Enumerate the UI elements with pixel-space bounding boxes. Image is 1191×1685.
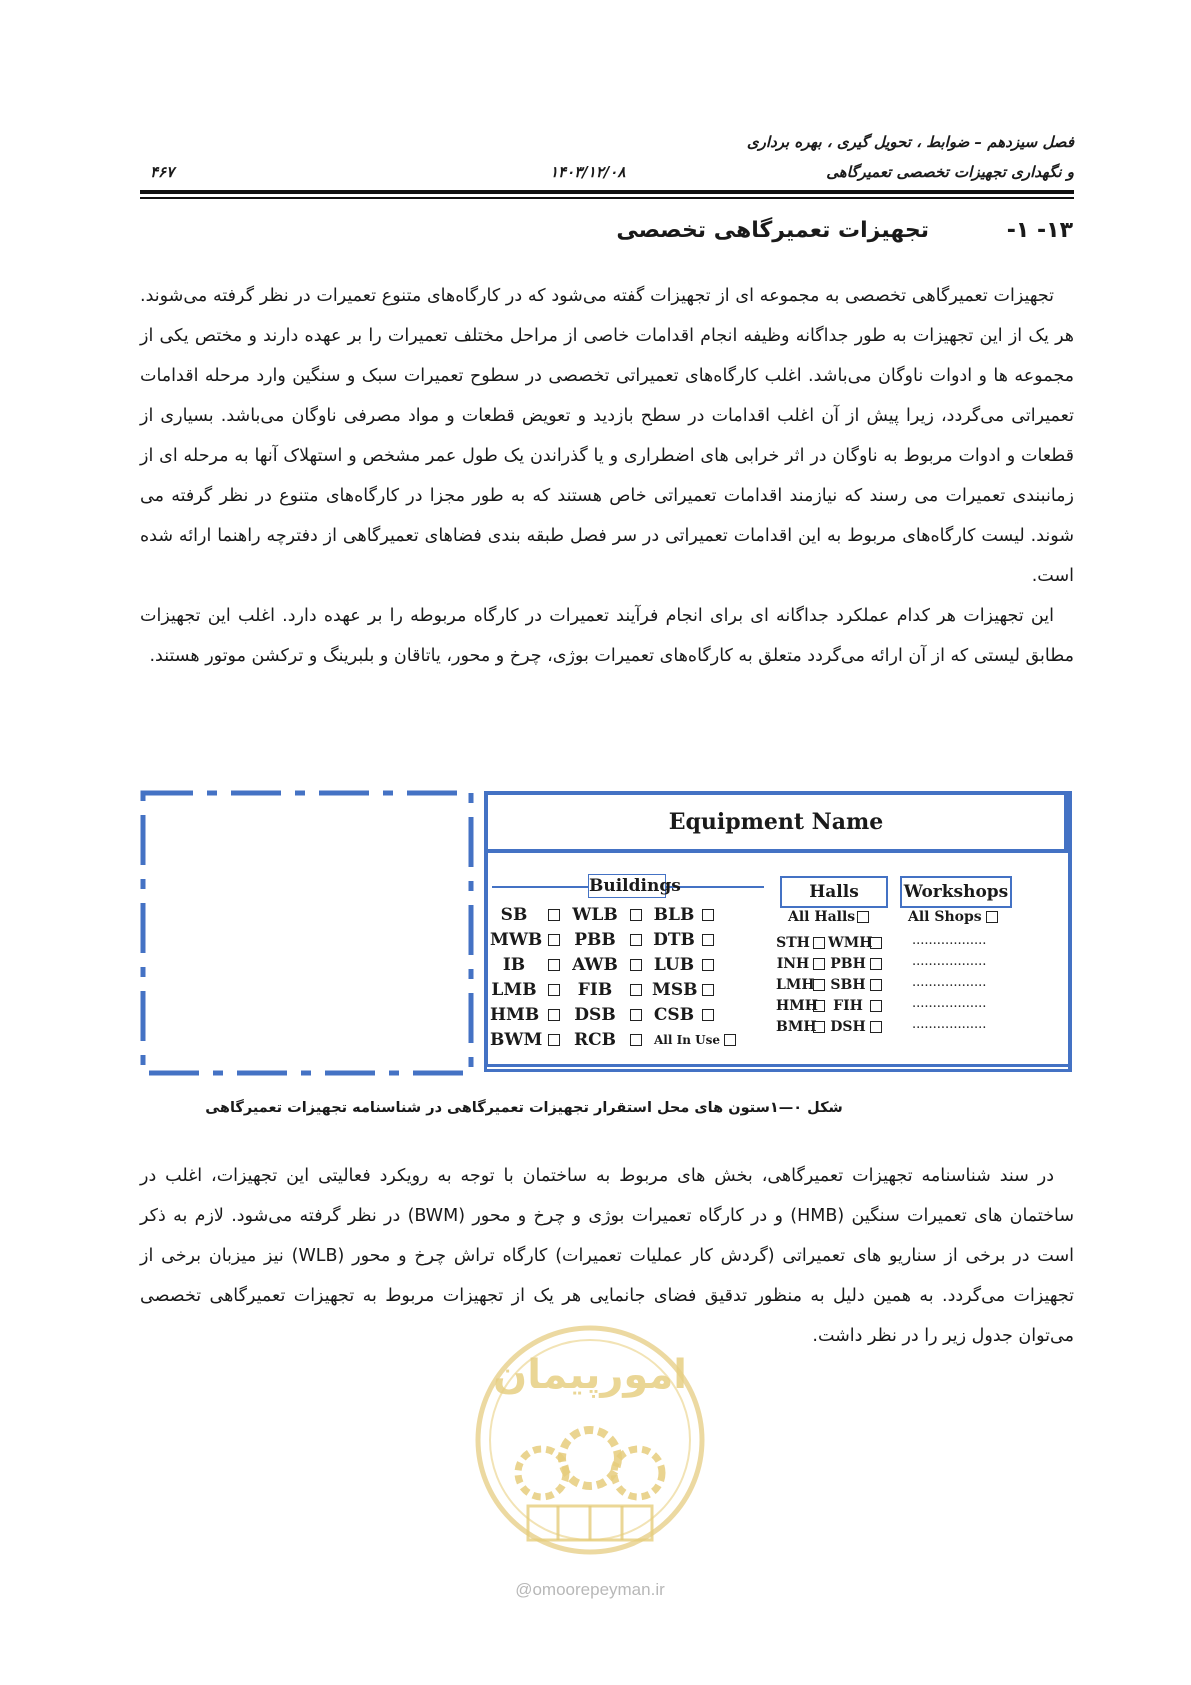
watermark-logo (470, 1318, 710, 1563)
building-checkbox[interactable] (702, 934, 714, 946)
hall-code: STH (776, 935, 810, 951)
shop-placeholder: .................. (912, 1017, 987, 1032)
paragraph: این تجهیزات هر کدام عملکرد جداگانه ای برای انجام فرآیند تعمیرات در کارگاه مربوطه را بر عهده دارد. اغلب این تجهیزات مطابق لیستی که از آن ارائه می‌گردد متعلق به کارگاه‌های تعمیرات بوژی، چرخ و محور، یاتاقان و بلبرینگ و ترکشن موتور هستند. (140, 606, 1074, 666)
building-checkbox[interactable] (724, 1034, 736, 1046)
building-checkbox[interactable] (548, 984, 560, 996)
dashed-frame (140, 783, 480, 1083)
hall-checkbox[interactable] (813, 1021, 825, 1033)
watermark-logo-text: امورپیمان (493, 1352, 687, 1398)
building-code: WLB (572, 905, 618, 925)
all-halls-checkbox[interactable] (857, 911, 869, 923)
halls-label (780, 876, 888, 908)
watermark-url-text: @omoorepeyman.ir (515, 1580, 665, 1599)
building-code: DTB (653, 930, 695, 950)
building-checkbox[interactable] (548, 909, 560, 921)
building-checkbox[interactable] (548, 1009, 560, 1021)
building-code: DSB (574, 1005, 616, 1025)
hall-checkbox[interactable] (813, 958, 825, 970)
buildings-row (490, 1005, 720, 1025)
hall-checkbox[interactable] (813, 979, 825, 991)
building-checkbox[interactable] (702, 959, 714, 971)
all-shops-checkbox[interactable] (986, 911, 998, 923)
header-date: ۱۴۰۳/۱۲/۰۸ (550, 163, 626, 181)
building-code: RCB (573, 1030, 617, 1050)
workshops-label-text: Workshops (903, 882, 1009, 902)
building-code: SB (500, 905, 528, 925)
building-checkbox[interactable] (630, 934, 642, 946)
watermark-url (470, 1580, 710, 1600)
all-shops-label: All Shops (908, 909, 982, 925)
hall-checkbox[interactable] (870, 1021, 882, 1033)
building-code: AWB (572, 955, 618, 975)
building-checkbox[interactable] (548, 959, 560, 971)
building-checkbox[interactable] (630, 959, 642, 971)
building-checkbox[interactable] (630, 984, 642, 996)
building-code: BWM (490, 1030, 543, 1050)
building-code: BLB (653, 905, 695, 925)
figure (140, 783, 1075, 1083)
halls-label-text: Halls (809, 882, 859, 902)
hall-code: SBH (830, 977, 866, 993)
shop-placeholder: .................. (912, 933, 987, 948)
shop-placeholder: .................. (912, 975, 987, 990)
halls-row (776, 956, 884, 972)
header-rule-thin (140, 197, 1074, 199)
page-number: ۴۶۷ (150, 163, 175, 181)
hall-code: INH (776, 956, 810, 972)
building-code: CSB (653, 1005, 695, 1025)
panel-bottom-bar (484, 1064, 1072, 1072)
paragraph: تجهیزات تعمیرگاهی تخصصی به مجموعه ای از تجهیزات گفته می‌شود که در کارگاه‌های متنوع تعمیرات در نظر گرفته می‌شوند. هر یک از این تجهیزات به طور جداگانه وظیفه انجام اقدامات خاصی از مراحل مختلف تعمیرات را بر عهده دارند و مختص یکی از مجموعه ها و ادوات ناوگان می‌باشد. اغلب کارگاه‌های تعمیراتی تخصصی در سطوح تعمیرات سبک و سنگین وارد مرحله اقدامات تعمیراتی می‌گردد، زیرا پیش از آن اغلب اقدامات در سطح بازدید و تعویض قطعات و مواد مصرفی ناوگان می‌باشد. بسیاری از قطعات و ادوات مربوط به ناوگان در اثر خرابی های اضطراری و یا گذراندن یک طول عمر مشخص و استهلاک آنها به مرحله ای از زمانبندی تعمیرات می رسند که نیازمند اقدامات تعمیراتی خاص هستند که به طور مجزا در کارگاه‌های متنوع در نظر گرفته می شوند. لیست کارگاه‌های مربوط به این اقدامات تعمیراتی در سر فصل طبقه بندی فضاهای تعمیرگاهی از دفترچه راهنما ارائه شده است. (140, 286, 1074, 586)
halls-row (776, 935, 884, 951)
buildings-row (490, 930, 720, 950)
paragraph: در سند شناسنامه تجهیزات تعمیرگاهی، بخش های مربوط به ساختمان با توجه به رویکرد فعالیتی این تجهیزات، اغلب در ساختمان های تعمیرات سنگین (HMB) و در کارگاه تعمیرات بوژی و چرخ و محور (BWM) در نظر گرفته می‌شود. لازم به ذکر است در برخی از سناریو های تعمیراتی (گردش کار عملیات تعمیرات) کارگاه تراش چرخ و محور (WLB) نیز میزبان برخی از تجهیزات می‌گردد. به همین دلیل به منظور تدقیق فضای جانمایی هر یک از تجهیزات مربوط به تجهیزات تعمیرگاهی تخصصی می‌توان جدول زیر را در نظر داشت. (140, 1166, 1074, 1346)
building-code: PBB (574, 930, 616, 950)
shop-placeholder: .................. (912, 996, 987, 1011)
header-rule-thick (140, 190, 1074, 194)
chapter-title-line1: فصل سیزدهم – ضوابط ، تحویل گیری ، بهره برداری (746, 133, 1074, 151)
buildings-label-text: Buildings (589, 876, 681, 896)
building-code: LMB (491, 980, 537, 1000)
buildings-line-left (492, 886, 588, 888)
all-halls-label: All Halls (788, 909, 856, 925)
section-number: ۱۳- ۱- (1006, 218, 1073, 243)
building-checkbox[interactable] (548, 934, 560, 946)
all-halls-row (788, 909, 869, 925)
buildings-row (490, 980, 720, 1000)
chapter-title-line2: و نگهداری تجهیزات تخصصی تعمیرگاهی (826, 163, 1074, 181)
hall-checkbox[interactable] (870, 937, 882, 949)
halls-row (776, 998, 884, 1014)
building-checkbox[interactable] (548, 1034, 560, 1046)
building-checkbox[interactable] (702, 909, 714, 921)
buildings-label (588, 874, 681, 898)
hall-code: BMH (776, 1019, 817, 1035)
hall-code: HMH (776, 998, 818, 1014)
workshops-label (900, 876, 1012, 908)
building-code: IB (502, 955, 526, 975)
hall-checkbox[interactable] (870, 958, 882, 970)
building-code: MWB (490, 930, 543, 950)
all-shops-row (908, 909, 998, 925)
equipment-name-box (484, 791, 1068, 853)
building-checkbox[interactable] (630, 1034, 642, 1046)
hall-code: PBH (830, 956, 866, 972)
body-text-1 (140, 276, 1074, 676)
shop-placeholder: .................. (912, 954, 987, 969)
hall-code: LMH (776, 977, 815, 993)
building-code: FIB (577, 980, 613, 1000)
halls-row (776, 1019, 884, 1035)
figure-caption: شکل ۰—۱ستون های محل استقرار تجهیزات تعمیرگاهی در شناسنامه تجهیزات تعمیرگاهی (205, 1100, 843, 1116)
hall-checkbox[interactable] (813, 1000, 825, 1012)
building-checkbox[interactable] (702, 984, 714, 996)
building-code: HMB (490, 1005, 540, 1025)
building-code: MSB (652, 980, 698, 1000)
building-checkbox[interactable] (630, 1009, 642, 1021)
hall-code: FIH (833, 998, 863, 1014)
hall-checkbox[interactable] (870, 1000, 882, 1012)
hall-checkbox[interactable] (870, 979, 882, 991)
hall-code: WMH (828, 935, 873, 951)
equipment-name-label: Equipment Name (668, 809, 884, 835)
building-code: LUB (653, 955, 695, 975)
buildings-row (490, 905, 720, 925)
hall-checkbox[interactable] (813, 937, 825, 949)
building-code: All In Use (654, 1033, 720, 1047)
buildings-row (490, 1030, 738, 1050)
building-checkbox[interactable] (702, 1009, 714, 1021)
halls-row (776, 977, 884, 993)
section-title: تجهیزات تعمیرگاهی تخصصی (616, 218, 929, 243)
hall-code: DSH (830, 1019, 866, 1035)
buildings-row (490, 955, 720, 975)
building-checkbox[interactable] (630, 909, 642, 921)
